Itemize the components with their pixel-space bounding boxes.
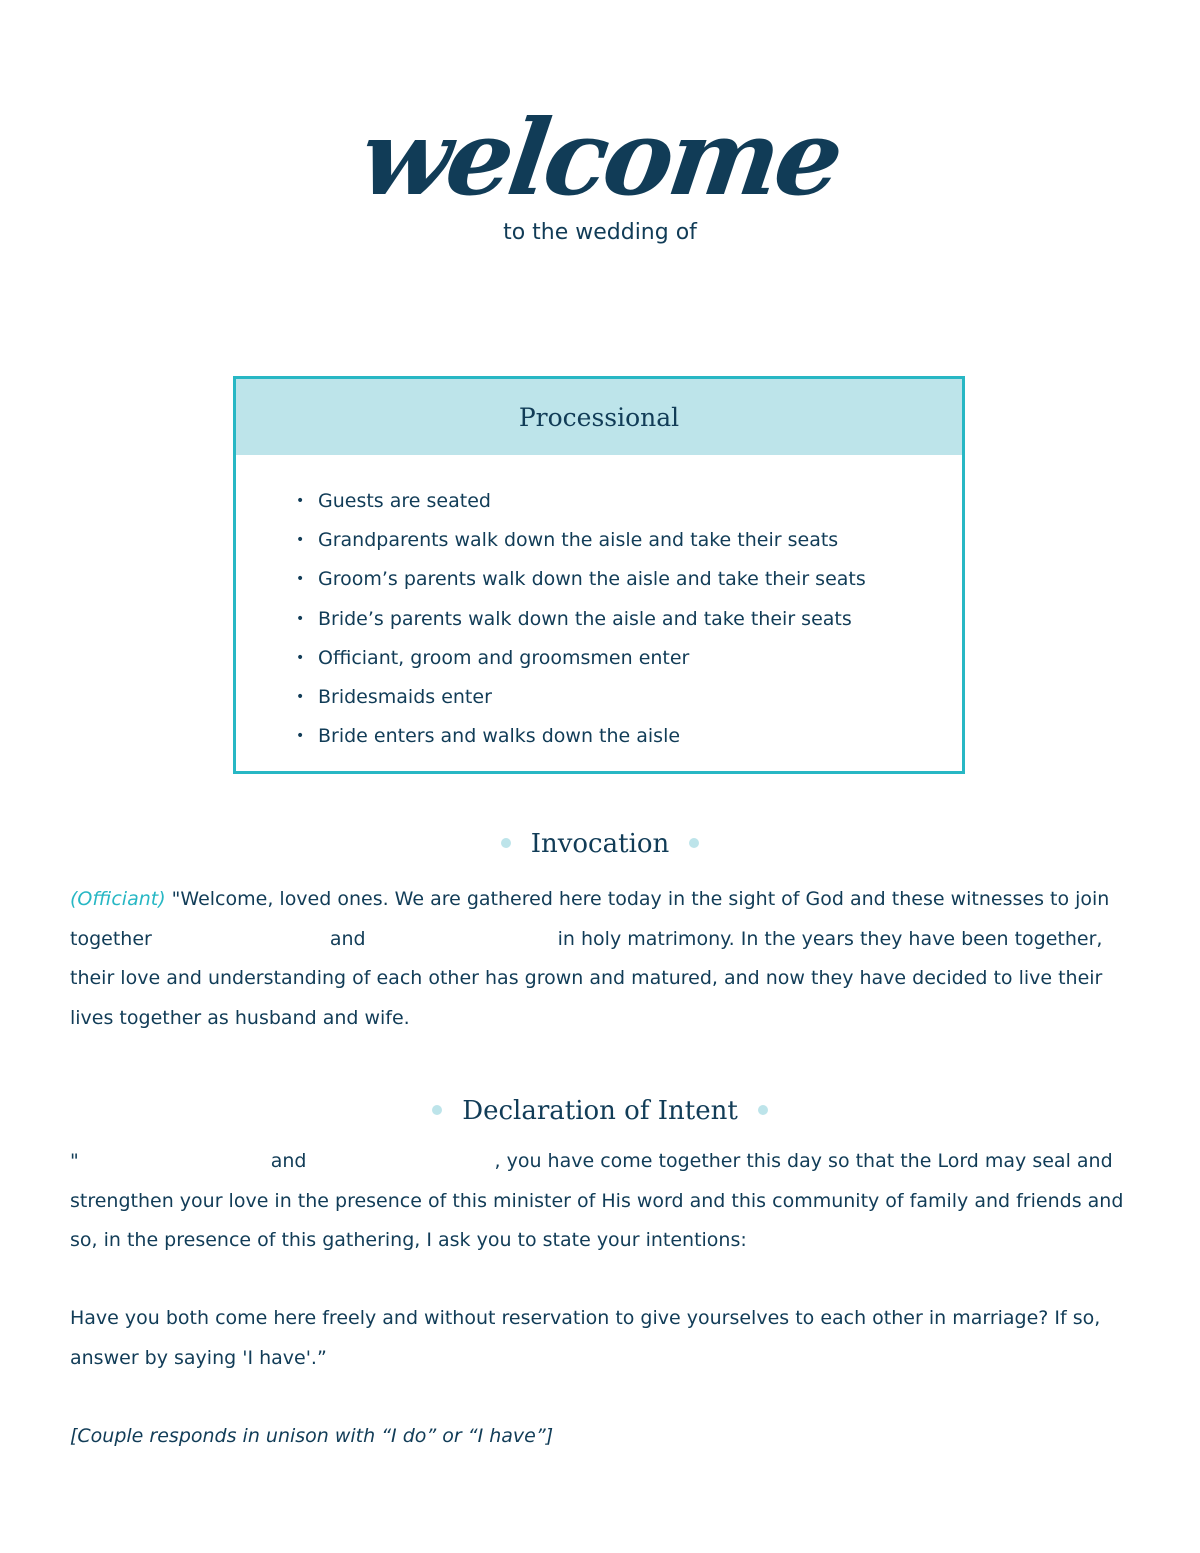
declaration-title: Declaration of Intent [462,1096,738,1126]
list-item [296,639,962,678]
declaration-text-part1: , you have come together this day so that the Lord may seal and strengthen your love in the presence of this minister of His word and this community of family and friends and so, in the presence of this gathering, I ask you to state your intentions: [70,1150,1124,1251]
list-item [296,482,962,521]
list-item [296,600,962,639]
list-item-text: Guests are seated [318,490,491,512]
invocation-title: Invocation [530,829,670,859]
list-item-text: Officiant, groom and groomsmen enter [318,646,690,669]
list-item [296,521,962,560]
declaration-text [70,1142,1140,1261]
invocation-and: and [329,927,366,950]
list-item-text: Bridesmaids enter [318,686,492,709]
open-quote: " [70,1150,79,1172]
bullet-icon: • [296,532,305,549]
welcome-title: welcome [353,96,847,219]
bullet-icon: • [296,649,305,666]
declaration-heading [0,1093,1200,1129]
processional-box [233,376,965,774]
list-item-text: Grandparents walk down the aisle and take their seats [318,529,839,552]
bullet-icon: • [296,493,305,509]
welcome-subtitle: to the wedding of [503,220,697,245]
dot-icon [501,838,511,848]
bullet-icon: • [296,689,305,706]
bullet-icon: • [296,571,305,588]
list-item [296,717,962,756]
processional-list [236,455,962,756]
officiant-label: (Officiant) [70,888,166,910]
list-item-text: Bride’s parents walk down the aisle and take their seats [318,607,852,630]
list-item-text: Groom’s parents walk down the aisle and take their seats [318,568,866,591]
declaration-question: Have you both come here freely and without reservation to give yourselves to each other in marriage? If so, answer by saying 'I have'.” [70,1307,1101,1369]
invocation-heading [0,826,1200,862]
couple-response: [Couple responds in unison with “I do” or “I have”] [70,1425,554,1447]
bullet-icon: • [296,728,305,745]
dot-icon [758,1105,768,1115]
invocation-text-part2: in holy matrimony. In the years they have been together, their love and understanding of each other has grown and matured, and now they have decided to live their lives together as husband and wife. [70,927,1103,1029]
list-item [296,560,962,599]
declaration-and: and [270,1150,307,1172]
invocation-text [70,880,1140,1038]
processional-heading: Processional [236,379,962,455]
dot-icon [432,1105,442,1115]
bullet-icon: • [296,610,305,627]
invocation-text-part1: "Welcome, loved ones. We are gathered here today in the sight of God and these witnesses to join together [70,888,1110,950]
list-item [296,678,962,717]
list-item-text: Bride enters and walks down the aisle [318,725,681,748]
dot-icon [689,838,699,848]
